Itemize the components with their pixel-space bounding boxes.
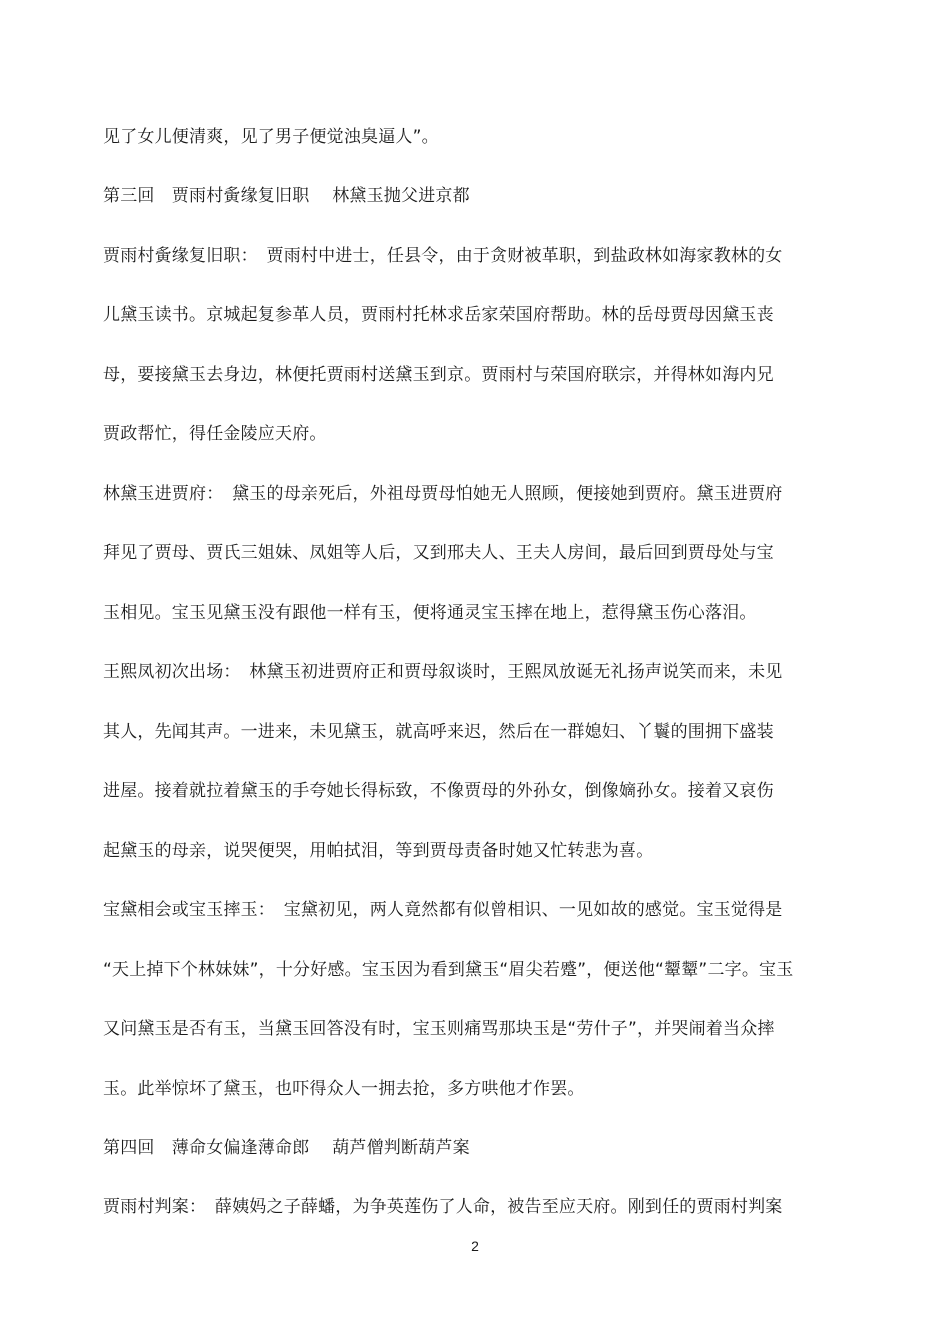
text-line: 贾雨村判案： 薛姨妈之子薛蟠，为争英莲伤了人命，被告至应天府。刚到任的贾雨村判案 [103, 1197, 783, 1217]
text-line: 王熙凤初次出场： 林黛玉初进贾府正和贾母叙谈时，王熙凤放诞无礼扬声说笑而来，未见 [103, 662, 783, 682]
text-line: 其人，先闻其声。一进来，未见黛玉，就高呼来迟，然后在一群媳妇、丫鬟的围拥下盛装 [103, 722, 774, 742]
text-line: 进屋。接着就拉着黛玉的手夸她长得标致，不像贾母的外孙女，倒像嫡孙女。接着又哀伤 [103, 781, 774, 801]
page-number: 2 [471, 1238, 479, 1254]
text-line: 母，要接黛玉去身边，林便托贾雨村送黛玉到京。贾雨村与荣国府联宗，并得林如海内兄 [103, 365, 774, 385]
chapter-heading: 第三回 贾雨村夤缘复旧职 林黛玉抛父进京都 [103, 186, 470, 206]
text-line: 拜见了贾母、贾氏三姐妹、凤姐等人后，又到邢夫人、王夫人房间，最后回到贾母处与宝 [103, 543, 774, 563]
text-line: 又问黛玉是否有玉，当黛玉回答没有时，宝玉则痛骂那块玉是“劳什子”，并哭闹着当众摔 [103, 1019, 775, 1039]
text-line: 林黛玉进贾府： 黛玉的母亲死后，外祖母贾母怕她无人照顾，便接她到贾府。黛玉进贾府 [103, 484, 783, 504]
text-line: 起黛玉的母亲，说哭便哭，用帕拭泪，等到贾母责备时她又忙转悲为喜。 [103, 841, 654, 861]
text-line: 贾雨村夤缘复旧职： 贾雨村中进士，任县令，由于贪财被革职，到盐政林如海家教林的女 [103, 246, 783, 266]
text-line: 儿黛玉读书。京城起复参革人员，贾雨村托林求岳家荣国府帮助。林的岳母贾母因黛玉丧 [103, 305, 774, 325]
chapter-heading: 第四回 薄命女偏逢薄命郎 葫芦僧判断葫芦案 [103, 1138, 470, 1158]
text-line: 玉。此举惊坏了黛玉，也吓得众人一拥去抢，多方哄他才作罢。 [103, 1079, 585, 1099]
text-line: 见了女儿便清爽，见了男子便觉浊臭逼人”。 [103, 127, 439, 147]
text-line: 宝黛相会或宝玉摔玉： 宝黛初见，两人竟然都有似曾相识、一见如故的感觉。宝玉觉得是 [103, 900, 783, 920]
text-line: 玉相见。宝玉见黛玉没有跟他一样有玉，便将通灵宝玉摔在地上，惹得黛玉伤心落泪。 [103, 603, 757, 623]
text-line: 贾政帮忙，得任金陵应天府。 [103, 424, 327, 444]
text-line: “天上掉下个林妹妹”，十分好感。宝玉因为看到黛玉“眉尖若蹙”，便送他“颦颦”二字。宝玉 [103, 960, 794, 980]
